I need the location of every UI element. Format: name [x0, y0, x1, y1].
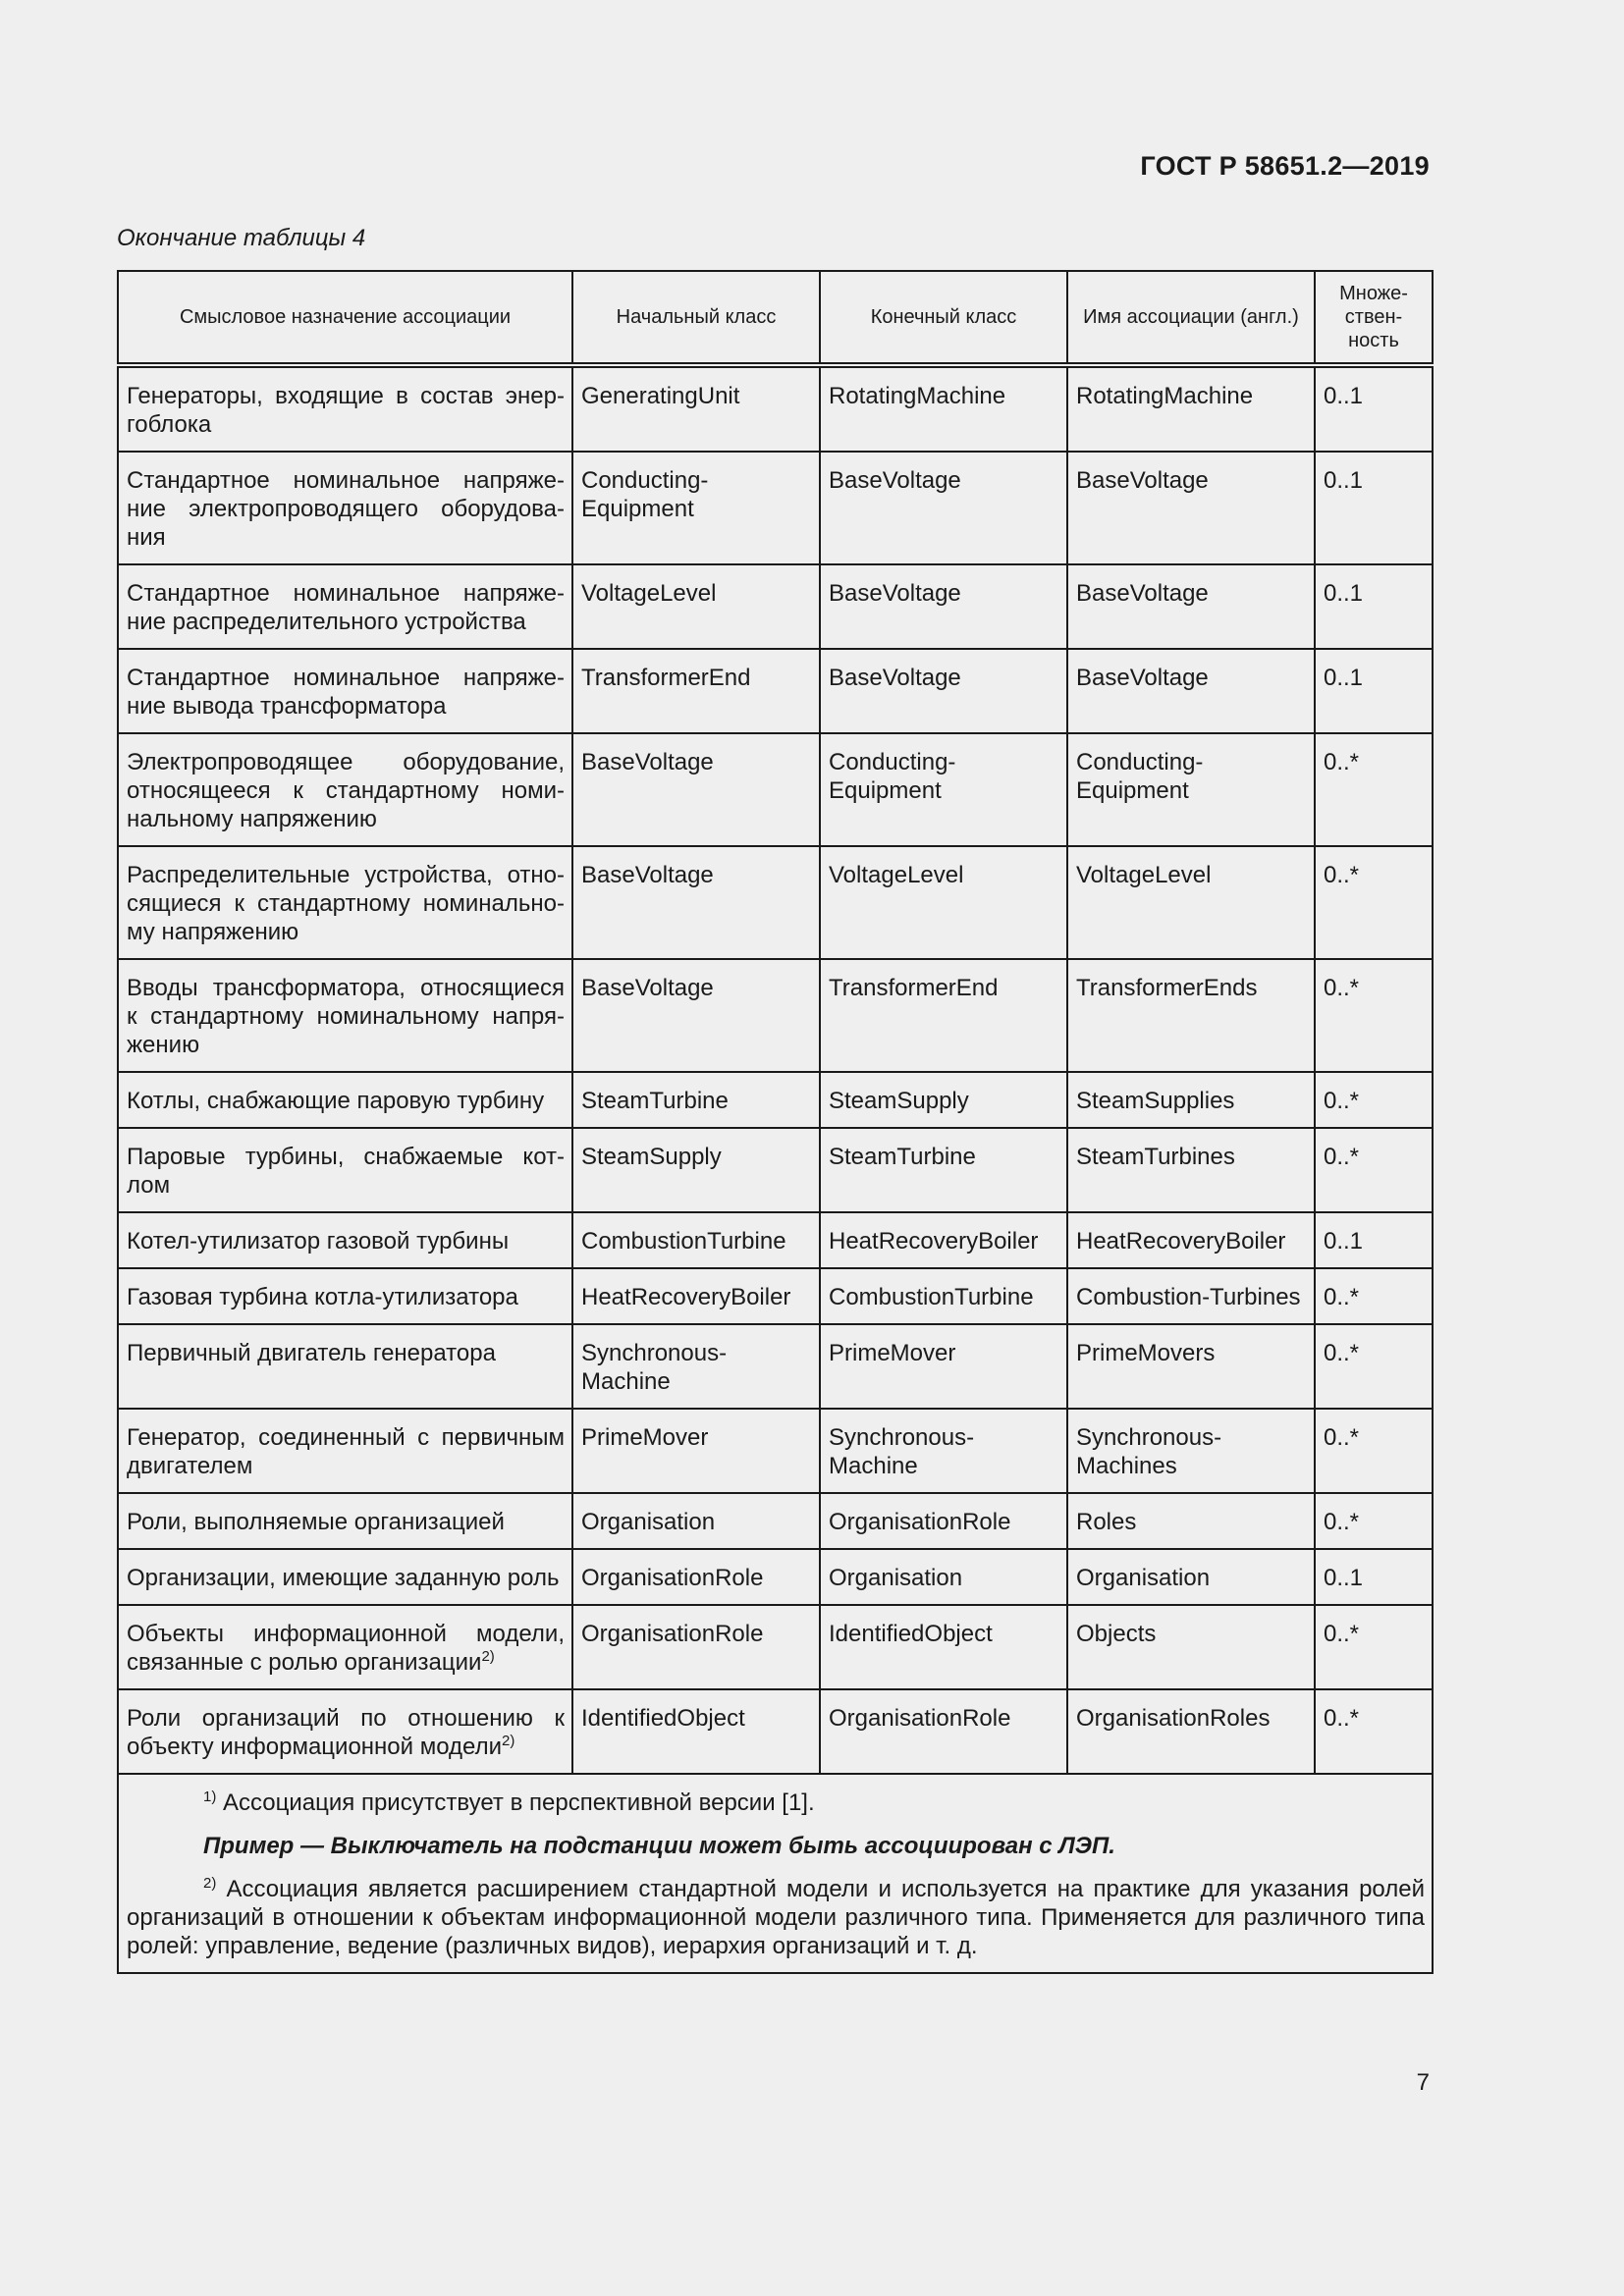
multiplicity-text: 0..* — [1324, 1705, 1360, 1732]
end-class-cell — [820, 1409, 1067, 1493]
multiplicity-text: 0..* — [1324, 1284, 1360, 1310]
association-name-cell — [1067, 1409, 1315, 1493]
multiplicity-cell — [1315, 452, 1433, 564]
table-row — [118, 1072, 1433, 1128]
association-name-text: TransformerEnds — [1076, 975, 1258, 1001]
page-number: 7 — [1416, 2069, 1430, 2096]
associations-table — [117, 270, 1434, 1974]
start-class-cell — [572, 564, 820, 649]
end-class-cell — [820, 1212, 1067, 1268]
end-class-cell — [820, 1128, 1067, 1212]
table-row — [118, 1409, 1433, 1493]
multiplicity-cell — [1315, 1072, 1433, 1128]
table-row — [118, 1549, 1433, 1605]
purpose-text: Котлы, снабжающие паровую турбину — [127, 1088, 545, 1114]
table-row — [118, 365, 1433, 452]
start-class-text: IdentifiedObject — [581, 1705, 745, 1732]
purpose-text: Организации, имеющие заданную роль — [127, 1565, 560, 1591]
purpose-text: Паровые турбины, снабжаемые кот-лом — [127, 1144, 565, 1199]
table-body — [118, 365, 1433, 1973]
multiplicity-text: 0..1 — [1324, 383, 1364, 409]
multiplicity-cell — [1315, 1549, 1433, 1605]
multiplicity-cell — [1315, 1128, 1433, 1212]
association-name-text: HeatRecoveryBoiler — [1076, 1228, 1286, 1255]
end-class-cell — [820, 959, 1067, 1072]
association-name-cell — [1067, 846, 1315, 959]
association-name-text: Objects — [1076, 1621, 1157, 1647]
start-class-cell — [572, 846, 820, 959]
end-class-cell — [820, 452, 1067, 564]
multiplicity-cell — [1315, 1409, 1433, 1493]
association-name-text: VoltageLevel — [1076, 862, 1212, 888]
purpose-text: Стандартное номинальное напряже-ние электропроводящего оборудова-ния — [127, 467, 565, 551]
multiplicity-cell — [1315, 365, 1433, 452]
start-class-text: GeneratingUnit — [581, 383, 740, 409]
purpose-cell — [118, 1128, 572, 1212]
multiplicity-text: 0..* — [1324, 1509, 1360, 1535]
association-name-cell — [1067, 452, 1315, 564]
table-caption: Окончание таблицы 4 — [117, 225, 366, 251]
purpose-text: Распределительные устройства, отно-сящиеся к стандартному номинально-му напряжению — [127, 862, 565, 945]
table-row — [118, 733, 1433, 846]
association-name-text: Roles — [1076, 1509, 1137, 1535]
multiplicity-cell — [1315, 1268, 1433, 1324]
start-class-text: BaseVoltage — [581, 749, 714, 775]
association-name-text: BaseVoltage — [1076, 467, 1209, 494]
table-row — [118, 846, 1433, 959]
table-row — [118, 452, 1433, 564]
table-header-row — [118, 271, 1433, 365]
table-row — [118, 649, 1433, 733]
association-name-text: Combustion-Turbines — [1076, 1284, 1301, 1310]
start-class-cell — [572, 1072, 820, 1128]
end-class-text: VoltageLevel — [829, 862, 964, 888]
end-class-text: OrganisationRole — [829, 1705, 1011, 1732]
purpose-text: Генераторы, входящие в состав энер-гоблока — [127, 383, 565, 438]
table-row — [118, 1128, 1433, 1212]
multiplicity-text: 0..* — [1324, 1621, 1360, 1647]
end-class-text: RotatingMachine — [829, 383, 1006, 409]
table-row — [118, 1605, 1433, 1689]
end-class-text: Organisation — [829, 1565, 963, 1591]
end-class-text: OrganisationRole — [829, 1509, 1011, 1535]
column-header-start-class: Начальный класс — [572, 271, 820, 365]
association-name-cell — [1067, 1128, 1315, 1212]
association-name-text: SteamSupplies — [1076, 1088, 1235, 1114]
purpose-cell — [118, 1549, 572, 1605]
association-name-text: Conducting-Equipment — [1076, 749, 1204, 804]
purpose-text: Вводы трансформатора, относящиеся к стандартному номинальному напря-жению — [127, 975, 565, 1058]
start-class-cell — [572, 1212, 820, 1268]
end-class-text: BaseVoltage — [829, 580, 961, 607]
purpose-cell — [118, 1409, 572, 1493]
end-class-cell — [820, 1324, 1067, 1409]
column-header-multiplicity: Множе-ствен-ность — [1315, 271, 1433, 365]
start-class-cell — [572, 1605, 820, 1689]
multiplicity-cell — [1315, 564, 1433, 649]
end-class-cell — [820, 1072, 1067, 1128]
notes-row — [118, 1774, 1433, 1973]
table-row — [118, 1268, 1433, 1324]
multiplicity-cell — [1315, 649, 1433, 733]
start-class-cell — [572, 733, 820, 846]
start-class-text: Conducting-Equipment — [581, 467, 709, 522]
start-class-text: SteamSupply — [581, 1144, 722, 1170]
purpose-text: Котел-утилизатор газовой турбины — [127, 1228, 510, 1255]
multiplicity-text: 0..1 — [1324, 665, 1364, 691]
multiplicity-cell — [1315, 1493, 1433, 1549]
end-class-cell — [820, 1549, 1067, 1605]
end-class-text: BaseVoltage — [829, 665, 961, 691]
purpose-cell — [118, 846, 572, 959]
purpose-cell — [118, 365, 572, 452]
start-class-cell — [572, 1128, 820, 1212]
start-class-text: VoltageLevel — [581, 580, 717, 607]
end-class-cell — [820, 733, 1067, 846]
association-name-cell — [1067, 1324, 1315, 1409]
purpose-cell — [118, 452, 572, 564]
association-name-cell — [1067, 1493, 1315, 1549]
association-name-text: BaseVoltage — [1076, 665, 1209, 691]
start-class-text: TransformerEnd — [581, 665, 751, 691]
end-class-text: TransformerEnd — [829, 975, 999, 1001]
purpose-cell — [118, 1493, 572, 1549]
multiplicity-text: 0..1 — [1324, 580, 1364, 607]
note-1 — [127, 1789, 1425, 1817]
association-name-cell — [1067, 1072, 1315, 1128]
association-name-text: Organisation — [1076, 1565, 1211, 1591]
note-2-text: Ассоциация является расширением стандартной модели и используется на практике для указания ролей организаций в отношении к объектам информационной модели различного типа. Применяется для различного типа ролей: управление, ведение (различных видов), иерархия организаций и т. д. — [127, 1876, 1426, 1959]
purpose-cell — [118, 959, 572, 1072]
note-2 — [127, 1875, 1425, 1960]
multiplicity-text: 0..* — [1324, 1088, 1360, 1114]
table-row — [118, 1324, 1433, 1409]
start-class-text: Synchronous-Machine — [581, 1340, 728, 1395]
association-name-text: SteamTurbines — [1076, 1144, 1235, 1170]
purpose-cell — [118, 1605, 572, 1689]
association-name-cell — [1067, 1605, 1315, 1689]
end-class-cell — [820, 1605, 1067, 1689]
end-class-text: HeatRecoveryBoiler — [829, 1228, 1039, 1255]
start-class-cell — [572, 1689, 820, 1774]
association-name-text: BaseVoltage — [1076, 580, 1209, 607]
start-class-cell — [572, 1268, 820, 1324]
start-class-text: PrimeMover — [581, 1424, 709, 1451]
column-header-association-name: Имя ассоциации (англ.) — [1067, 271, 1315, 365]
association-name-cell — [1067, 959, 1315, 1072]
association-name-text: RotatingMachine — [1076, 383, 1254, 409]
end-class-cell — [820, 564, 1067, 649]
association-name-cell — [1067, 1689, 1315, 1774]
association-name-text: PrimeMovers — [1076, 1340, 1216, 1366]
start-class-text: HeatRecoveryBoiler — [581, 1284, 791, 1310]
start-class-text: BaseVoltage — [581, 862, 714, 888]
purpose-cell — [118, 649, 572, 733]
table-row — [118, 1689, 1433, 1774]
association-name-cell — [1067, 564, 1315, 649]
start-class-text: Organisation — [581, 1509, 716, 1535]
start-class-text: CombustionTurbine — [581, 1228, 786, 1255]
start-class-text: OrganisationRole — [581, 1565, 764, 1591]
association-name-cell — [1067, 1212, 1315, 1268]
association-name-cell — [1067, 1549, 1315, 1605]
multiplicity-cell — [1315, 733, 1433, 846]
purpose-text: Стандартное номинальное напряже-ние вывода трансформатора — [127, 665, 565, 720]
multiplicity-cell — [1315, 1689, 1433, 1774]
notes-cell — [118, 1774, 1433, 1973]
start-class-cell — [572, 452, 820, 564]
purpose-text: Роли организаций по отношению к объекту информационной модели — [127, 1705, 565, 1760]
purpose-cell — [118, 1072, 572, 1128]
multiplicity-text: 0..1 — [1324, 1565, 1364, 1591]
multiplicity-text: 0..1 — [1324, 1228, 1364, 1255]
multiplicity-text: 0..* — [1324, 1144, 1360, 1170]
purpose-text: Объекты информационной модели, связанные с ролью организации — [127, 1621, 565, 1676]
start-class-cell — [572, 1549, 820, 1605]
association-name-text: Synchronous-Machines — [1076, 1424, 1222, 1479]
footnote-ref: 2) — [481, 1648, 495, 1665]
end-class-cell — [820, 365, 1067, 452]
standard-code: ГОСТ Р 58651.2—2019 — [1140, 151, 1430, 181]
association-name-text: OrganisationRoles — [1076, 1705, 1271, 1732]
purpose-cell — [118, 1212, 572, 1268]
note-1-mark: 1) — [203, 1789, 217, 1805]
start-class-text: OrganisationRole — [581, 1621, 764, 1647]
start-class-cell — [572, 1324, 820, 1409]
start-class-text: BaseVoltage — [581, 975, 714, 1001]
association-name-cell — [1067, 1268, 1315, 1324]
purpose-cell — [118, 564, 572, 649]
start-class-cell — [572, 649, 820, 733]
start-class-cell — [572, 1493, 820, 1549]
end-class-text: Synchronous-Machine — [829, 1424, 975, 1479]
multiplicity-text: 0..* — [1324, 862, 1360, 888]
multiplicity-cell — [1315, 1212, 1433, 1268]
column-header-purpose: Смысловое назначение ассоциации — [118, 271, 572, 365]
start-class-cell — [572, 959, 820, 1072]
start-class-cell — [572, 1409, 820, 1493]
association-name-cell — [1067, 733, 1315, 846]
column-header-end-class: Конечный класс — [820, 271, 1067, 365]
example-text: Пример — Выключатель на подстанции может быть ассоциирован с ЛЭП. — [203, 1833, 1115, 1859]
table-row — [118, 564, 1433, 649]
end-class-cell — [820, 649, 1067, 733]
table-row — [118, 959, 1433, 1072]
purpose-text: Стандартное номинальное напряже-ние распределительного устройства — [127, 580, 565, 635]
end-class-cell — [820, 1689, 1067, 1774]
end-class-text: SteamTurbine — [829, 1144, 976, 1170]
end-class-cell — [820, 846, 1067, 959]
association-name-cell — [1067, 365, 1315, 452]
purpose-text: Генератор, соединенный с первичным двигателем — [127, 1424, 565, 1479]
end-class-cell — [820, 1268, 1067, 1324]
end-class-text: Conducting-Equipment — [829, 749, 956, 804]
start-class-cell — [572, 365, 820, 452]
table-row — [118, 1212, 1433, 1268]
end-class-text: IdentifiedObject — [829, 1621, 993, 1647]
note-1-text: Ассоциация присутствует в перспективной версии [1]. — [223, 1789, 815, 1816]
purpose-text: Электропроводящее оборудование, относящееся к стандартному номи-нальному напряжению — [127, 749, 565, 832]
end-class-text: BaseVoltage — [829, 467, 961, 494]
purpose-text: Первичный двигатель генератора — [127, 1340, 496, 1366]
multiplicity-cell — [1315, 1605, 1433, 1689]
end-class-text: SteamSupply — [829, 1088, 969, 1114]
multiplicity-cell — [1315, 959, 1433, 1072]
note-2-mark: 2) — [203, 1875, 217, 1892]
association-name-cell — [1067, 649, 1315, 733]
footnote-ref: 2) — [502, 1733, 515, 1749]
purpose-text: Газовая турбина котла-утилизатора — [127, 1284, 518, 1310]
multiplicity-text: 0..1 — [1324, 467, 1364, 494]
multiplicity-cell — [1315, 846, 1433, 959]
end-class-text: PrimeMover — [829, 1340, 956, 1366]
multiplicity-text: 0..* — [1324, 749, 1360, 775]
multiplicity-text: 0..* — [1324, 975, 1360, 1001]
multiplicity-cell — [1315, 1324, 1433, 1409]
start-class-text: SteamTurbine — [581, 1088, 729, 1114]
purpose-cell — [118, 1268, 572, 1324]
multiplicity-text: 0..* — [1324, 1424, 1360, 1451]
purpose-text: Роли, выполняемые организацией — [127, 1509, 505, 1535]
purpose-cell — [118, 733, 572, 846]
end-class-text: CombustionTurbine — [829, 1284, 1034, 1310]
purpose-cell — [118, 1689, 572, 1774]
end-class-cell — [820, 1493, 1067, 1549]
multiplicity-text: 0..* — [1324, 1340, 1360, 1366]
table-row — [118, 1493, 1433, 1549]
purpose-cell — [118, 1324, 572, 1409]
